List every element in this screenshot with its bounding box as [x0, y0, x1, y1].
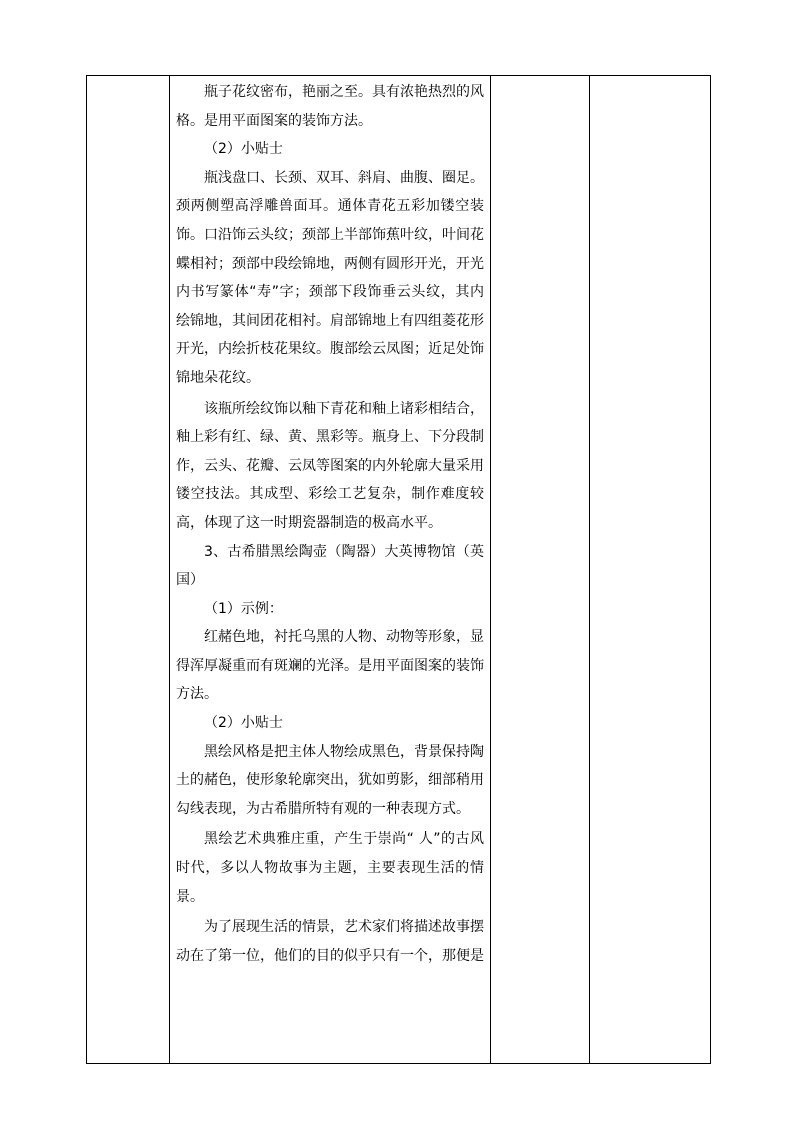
paragraph-black-figure: 黑绘风格是把主体人物绘成黑色，背景保持陶土的赭色，使形象轮廓突出，犹如剪影，细部稍用勾线表现，为古希腊所特有观的一种表现方式。	[176, 743, 484, 817]
paragraph-vase-description: 瓶浅盘口、长颈、双耳、斜肩、曲腹、圈足。颈两侧塑高浮雕兽面耳。通体青花五彩加镂空装饰。口沿饰云头纹；颈部上半部饰蕉叶纹，叶间花蝶相衬；颈部中段绘锦地，两侧有圆形开光，开光内书写篆体“寿”字；颈部下段饰垂云头纹，其内绘锦地，其间团花相衬。肩部锦地上有四组菱花形开光，内绘折枝花果纹。腹部绘云凤图；近足处饰锦地朵花纹。	[176, 169, 484, 386]
content-body	[170, 76, 490, 970]
heading-tips-1: （2）小贴士	[204, 141, 283, 158]
table-cell-third	[491, 76, 590, 1064]
table-cell-left	[87, 76, 170, 1064]
paragraph-intro: 瓶子花纹密布，艳丽之至。具有浓艳热烈的风格。是用平面图案的装饰方法。	[176, 84, 484, 129]
paragraph-black-art: 黑绘艺术典雅庄重，产生于崇尚“ 人”的古风时代，多以人物故事为主题，主要表现生活的情景。	[176, 831, 484, 905]
paragraph-vase-technique: 该瓶所绘纹饰以釉下青花和釉上诸彩相结合，釉上彩有红、绿、黄、黑彩等。瓶身上、下分段制作，云头、花瓣、云凤等图案的内外轮廓大量采用镂空技法。其成型、彩绘工艺复杂，制作难度较高，体现了这一时期瓷器制造的极高水平。	[176, 400, 484, 531]
heading-greek-pottery: 3、古希腊黑绘陶壶（陶器）大英博物馆（英国）	[176, 543, 484, 589]
content-table	[86, 75, 711, 1064]
table-row	[87, 76, 711, 1064]
paragraph-life-scenes: 为了展现生活的情景，艺术家们将描述故事摆动在了第一位，他们的目的似乎只有一个，那便是	[176, 919, 484, 964]
table-cell-right	[590, 76, 711, 1064]
table-cell-content	[170, 76, 491, 1064]
paragraph-example: 红赭色地，衬托乌黑的人物、动物等形象，显得浑厚凝重而有斑斓的光泽。是用平面图案的装饰方法。	[176, 629, 484, 703]
heading-example: （1）示例：	[204, 600, 283, 617]
heading-tips-2: （2）小贴士	[204, 715, 283, 732]
